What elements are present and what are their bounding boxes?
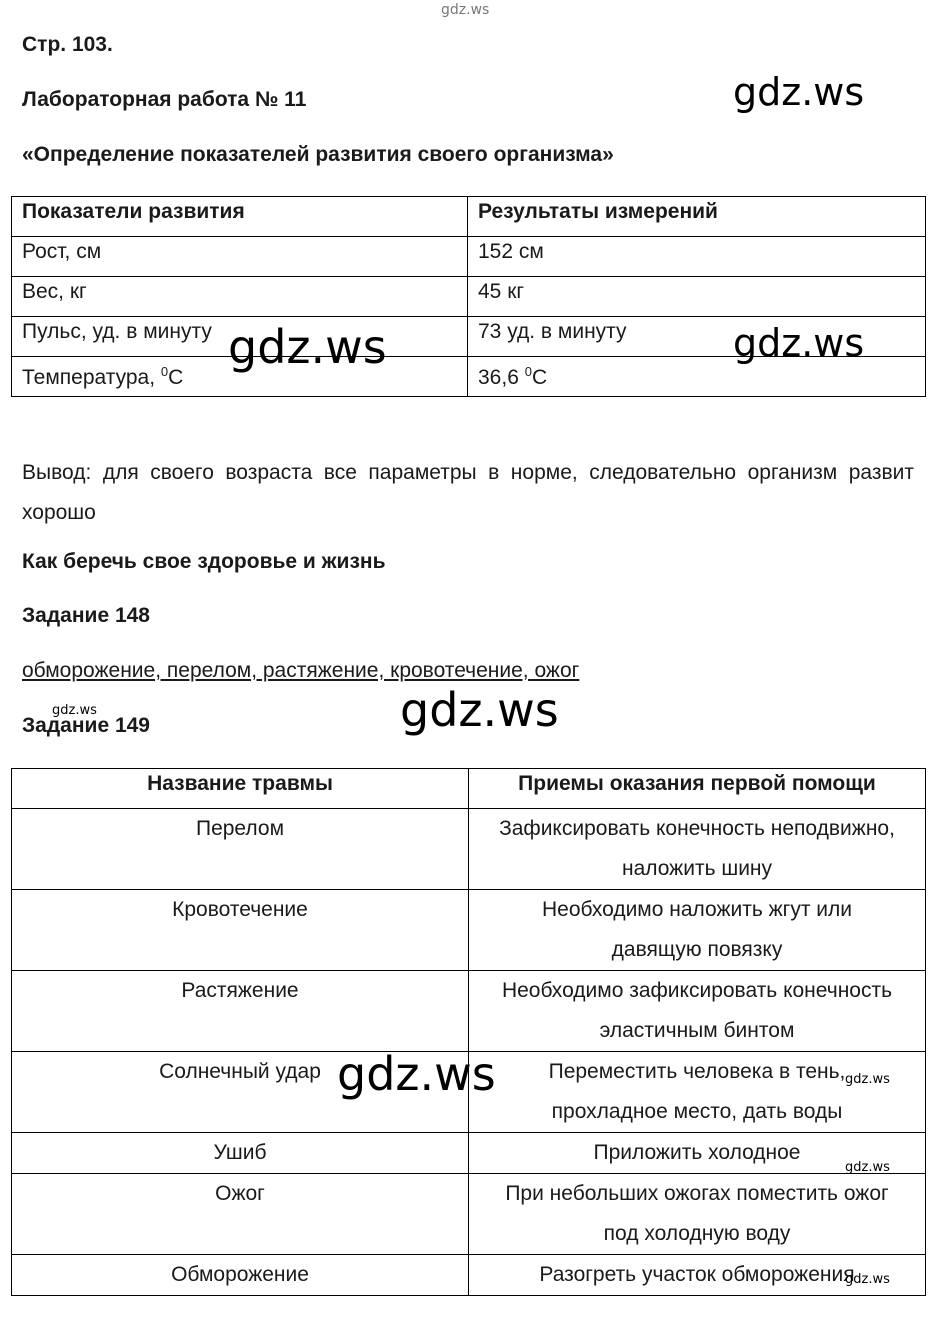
table-row: [12, 809, 926, 890]
section-title: Как беречь свое здоровье и жизнь: [22, 550, 386, 573]
row-value: 152 см: [468, 237, 926, 277]
injury-cell: Перелом: [12, 809, 469, 890]
row-param: Рост, см: [12, 237, 468, 277]
header-results: Результаты измерений: [468, 197, 926, 237]
work-title: «Определение показателей развития своего организма»: [22, 143, 614, 166]
injury-cell: Ушиб: [12, 1133, 469, 1174]
page-number: Стр. 103.: [22, 33, 113, 56]
table-row: [12, 1174, 926, 1255]
table-row: [12, 277, 926, 317]
watermark-table-left: gdz.ws: [228, 320, 387, 374]
table-row: [12, 1133, 926, 1174]
row-value: 45 кг: [468, 277, 926, 317]
injury-cell: Растяжение: [12, 971, 469, 1052]
injury-cell: Солнечный удар: [12, 1052, 469, 1133]
measurements-table: [11, 196, 926, 397]
watermark-top: gdz.ws: [441, 2, 490, 18]
table-row: [12, 971, 926, 1052]
task148-answer: обморожение, перелом, растяжение, кровотечение, ожог: [22, 659, 580, 682]
aid-cell: Разогреть участок обморожения: [469, 1255, 926, 1296]
watermark-small-b: gdz.ws: [845, 1072, 890, 1087]
watermark-middle-big: gdz.ws: [400, 683, 559, 737]
watermark-table-right: gdz.ws: [733, 321, 865, 365]
watermark-header-right: gdz.ws: [733, 70, 865, 114]
table-header-row: [12, 197, 926, 237]
watermark-small-c: gdz.ws: [845, 1160, 890, 1175]
aid-cell: Переместить человека в тень, прохладное место, дать воды: [469, 1052, 926, 1133]
conclusion-text: Вывод: для своего возраста все параметры в норме, следовательно организм развит хорошо: [22, 461, 914, 524]
table-row: [12, 890, 926, 971]
first-aid-table: [11, 768, 926, 1296]
header-indicators: Показатели развития: [12, 197, 468, 237]
aid-cell: Необходимо наложить жгут или давящую повязку: [469, 890, 926, 971]
lab-title: Лабораторная работа № 11: [22, 88, 307, 111]
aid-cell: Зафиксировать конечность неподвижно, наложить шину: [469, 809, 926, 890]
table-row: [12, 237, 926, 277]
row-value: 73 уд. в минуту: [468, 317, 926, 357]
row-param-temperature: Температура, $^0$С: [12, 357, 468, 397]
aid-cell: Приложить холодное: [469, 1133, 926, 1174]
row-param: Вес, кг: [12, 277, 468, 317]
row-param: Пульс, уд. в минуту: [12, 317, 468, 357]
row-value-temperature: 36,6 $^0$С: [468, 357, 926, 397]
table-row: [12, 1255, 926, 1296]
watermark-table2-big: gdz.ws: [337, 1047, 496, 1101]
aid-cell: При небольших ожогах поместить ожог под холодную воду: [469, 1174, 926, 1255]
injury-cell: Кровотечение: [12, 890, 469, 971]
task149-title: Задание 149: [22, 714, 150, 737]
watermark-small-a: gdz.ws: [52, 703, 97, 718]
table-header-row: [12, 769, 926, 809]
aid-cell: Необходимо зафиксировать конечность эластичным бинтом: [469, 971, 926, 1052]
watermark-small-d: gdz.ws: [845, 1272, 890, 1287]
header-injury: Название травмы: [12, 769, 469, 809]
injury-cell: Ожог: [12, 1174, 469, 1255]
injury-cell: Обморожение: [12, 1255, 469, 1296]
task148-title: Задание 148: [22, 604, 150, 627]
header-first-aid: Приемы оказания первой помощи: [469, 769, 926, 809]
